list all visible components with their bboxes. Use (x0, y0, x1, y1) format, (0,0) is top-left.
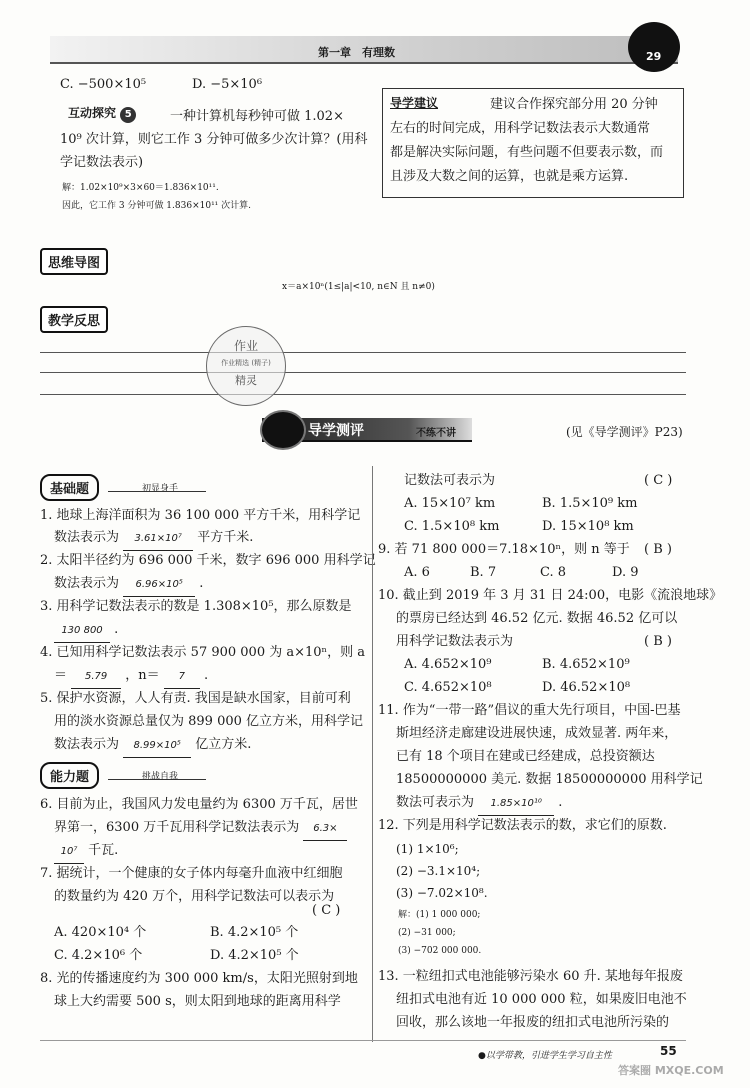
q4-answer-a: 5.79 (71, 666, 121, 689)
q6-text: 界第一，6300 万千瓦用科学记数法表示为 (54, 820, 300, 835)
footer-watermark: 答案圈 MXQE.COM (618, 1064, 724, 1077)
explore-solution-1: 解：1.02×10⁹×3×60＝1.836×10¹¹. (62, 183, 219, 193)
q10-option-c: C. 4.652×10⁸ (404, 680, 492, 695)
q9-option-c: C. 8 (540, 565, 567, 580)
q8-option-c: C. 1.5×10⁸ km (404, 519, 500, 534)
guide-title: 导学建议 (390, 96, 439, 110)
q4-line2 (54, 665, 208, 689)
mind-map-label: 思维导图 (40, 248, 108, 275)
explore-number-badge: 5 (120, 107, 136, 123)
q7-option-d: D. 4.2×10⁵ 个 (210, 948, 299, 963)
practice-title: 导学测评 (308, 423, 364, 439)
q8-option-b: B. 1.5×10⁹ km (542, 496, 638, 511)
stamp (206, 326, 286, 406)
q5-line2: 用的淡水资源总量仅为 899 000 亿立方米，用科学记 (54, 714, 364, 729)
q5-line1: 5. 保护水资源，人人有责. 我国是缺水国家，目前可利 (40, 691, 351, 706)
option-c: C. −500×10⁵ (60, 77, 147, 92)
explore-label (68, 104, 136, 123)
q4-end: . (203, 668, 209, 683)
q5-answer: 8.99×10⁵ (123, 735, 191, 758)
q12-solution-2: (2) −31 000; (398, 928, 456, 938)
q1-line1: 1. 地球上海洋面积为 36 100 000 平方千米，用科学记 (40, 508, 361, 523)
q1-text: 数法表示为 (54, 530, 120, 545)
basic-divider (108, 491, 206, 492)
q1-answer: 3.61×10⁷ (123, 528, 193, 551)
q13-line1: 13. 一粒纽扣式电池能够污染水 60 升. 某地每年报废 (378, 969, 683, 984)
q6-answer-1: 6.3× (303, 818, 347, 841)
column-divider (372, 466, 373, 1042)
stamp-line3: 精灵 (235, 374, 257, 387)
explore-line1: 一种计算机每秒钟可做 1.02× (170, 109, 344, 124)
ability-label-text: 能力题 (50, 770, 90, 785)
q5-line3 (54, 734, 251, 758)
q6-unit: 千瓦. (88, 843, 119, 858)
q10-line2: 的票房已经达到 46.52 亿元. 数据 46.52 亿可以 (396, 611, 678, 626)
q3-end: . (114, 622, 119, 637)
stamp-line2: 作业精选 (精子) (221, 359, 271, 367)
q12-solution-1: 解：(1) 1 000 000; (398, 910, 481, 920)
q6-line3 (54, 840, 118, 864)
page-badge (628, 22, 680, 72)
q8-answer: ( C ) (644, 473, 673, 488)
q10-answer: ( B ) (644, 634, 672, 649)
q7-option-c: C. 4.2×10⁶ 个 (54, 948, 143, 963)
q2-text: 数法表示为 (54, 576, 120, 591)
q7-option-b: B. 4.2×10⁵ 个 (210, 925, 299, 940)
q8-line1: 8. 光的传播速度约为 300 000 km/s，太阳光照射到地 (40, 971, 358, 986)
q2-answer: 6.96×10⁵ (123, 574, 195, 597)
q11-line1: 11. 作为“一带一路”倡议的重大先行项目，中国-巴基 (378, 703, 681, 718)
practice-tag: 不练不讲 (416, 428, 456, 439)
q5-unit: 亿立方米. (195, 737, 252, 752)
reflection-line-1 (40, 352, 686, 353)
basic-label (40, 474, 99, 501)
q9-option-d: D. 9 (612, 565, 639, 580)
q11-line2: 斯坦经济走廊建设进展快速，成效显著. 两年来， (396, 726, 678, 741)
mind-map-formula: x＝a×10ⁿ(1≤|a|<10, n∈N 且 n≠0) (282, 282, 435, 292)
q12-solution-3: (3) −702 000 000. (398, 946, 482, 956)
explore-line2: 10⁹ 次计算，则它工作 3 分钟可做多少次计算？(用科 (60, 132, 368, 147)
footer-slogan: ●以学带教，引进学生学习自主性 (478, 1051, 612, 1061)
q3-answer: 130 800 (54, 620, 110, 643)
q9-option-b: B. 7 (470, 565, 497, 580)
q11-line3: 已有 18 个项目在建或已经建成，总投资额达 (396, 749, 655, 764)
q12-item-1: (1) 1×10⁶; (396, 842, 459, 856)
q11-line4: 18500000000 美元. 数据 18500000000 用科学记 (396, 772, 703, 787)
q8-option-a: A. 15×10⁷ km (404, 496, 496, 511)
q12-item-3: (3) −7.02×10⁸. (396, 886, 488, 900)
q4-eq: ＝ (54, 668, 68, 683)
q3-line2 (54, 619, 118, 643)
q12-line1: 12. 下列是用科学记数法表示的数，求它们的原数. (378, 818, 667, 833)
q6-answer-2: 10⁷ (54, 841, 84, 864)
guide-line3: 都是解决实际问题，有些问题不但要表示数，而 (390, 145, 664, 160)
reflection-line-2 (40, 372, 686, 373)
explore-solution-2: 因此，它工作 3 分钟可做 1.836×10¹¹ 次计算. (62, 201, 252, 211)
q12-item-2: (2) −3.1×10⁴; (396, 864, 481, 878)
reflection-line-3 (40, 394, 686, 395)
q4-mid: ，n＝ (125, 668, 160, 683)
footer-rule (40, 1040, 686, 1041)
q10-option-b: B. 4.652×10⁹ (542, 657, 630, 672)
q13-line3: 回收，那么该地一年报废的纽扣式电池所污染的 (396, 1015, 670, 1030)
q8-option-d: D. 15×10⁸ km (542, 519, 634, 534)
stamp-line1: 作业 (233, 339, 258, 353)
guide-line1: 建议合作探究部分用 20 分钟 (490, 97, 658, 112)
guide-line2: 左右的时间完成，用科学记数法表示大数通常 (390, 121, 651, 136)
q5-text: 数法表示为 (54, 737, 120, 752)
practice-ref: (见《导学测评》P23) (566, 425, 683, 439)
q11-line5 (396, 792, 562, 816)
q8-line2: 球上大约需要 500 s，则太阳到地球的距离用科学 (54, 994, 341, 1009)
ability-label (40, 762, 99, 789)
q8-line3: 记数法可表示为 (404, 473, 496, 488)
q10-option-a: A. 4.652×10⁹ (404, 657, 492, 672)
basic-sub: 初显身手 (142, 484, 179, 494)
q4-answer-n: 7 (164, 666, 200, 689)
q10-line3: 用科学记数法表示为 (396, 634, 514, 649)
explore-label-text: 互动探究 (68, 106, 117, 120)
guide-line4: 且涉及大数之间的运算，也就是乘方运算. (390, 169, 629, 184)
q7-option-a: A. 420×10⁴ 个 (54, 925, 147, 940)
ability-divider (108, 779, 206, 780)
q4-line1: 4. 已知用科学记数法表示 57 900 000 为 a×10ⁿ，则 a (40, 645, 366, 660)
basic-label-text: 基础题 (50, 482, 90, 497)
q13-line2: 纽扣式电池有近 10 000 000 粒，如果废旧电池不 (396, 992, 687, 1007)
q7-answer: ( C ) (312, 903, 341, 918)
q11-end: . (558, 795, 563, 810)
q7-line2: 的数量约为 420 万个，用科学记数法可以表示为 (54, 889, 335, 904)
q6-line2 (54, 817, 347, 841)
page-badge-number: 29 (646, 50, 662, 63)
q2-line1: 2. 太阳半径约为 696 000 千米，数字 696 000 用科学记 (40, 553, 376, 568)
option-d: D. −5×10⁶ (192, 77, 263, 92)
header-chapter: 第一章 有理数 (318, 46, 395, 59)
ability-sub: 挑战自我 (142, 772, 179, 782)
practice-banner-emblem (260, 410, 306, 450)
q11-answer: 1.85×10¹⁰ (478, 793, 554, 816)
footer-page-number: 55 (660, 1044, 677, 1058)
q7-line1: 7. 据统计，一个健康的女子体内每毫升血液中红细胞 (40, 866, 343, 881)
q9-answer: ( B ) (644, 542, 672, 557)
q1-line2 (54, 527, 253, 551)
q9-option-a: A. 6 (404, 565, 430, 580)
explore-line3: 学记数法表示) (60, 155, 144, 170)
reflection-label: 教学反思 (40, 306, 108, 333)
q2-line2 (54, 573, 203, 597)
q10-option-d: D. 46.52×10⁸ (542, 680, 631, 695)
q9-line1: 9. 若 71 800 000＝7.18×10ⁿ，则 n 等于 (378, 542, 630, 557)
q10-line1: 10. 截止到 2019 年 3 月 31 日 24:00，电影《流浪地球》 (378, 588, 723, 603)
q2-end: . (199, 576, 204, 591)
q6-line1: 6. 目前为止，我国风力发电量约为 6300 万千瓦，居世 (40, 797, 358, 812)
q3-line1: 3. 用科学记数法表示的数是 1.308×10⁵，那么原数是 (40, 599, 352, 614)
q11-text: 数法可表示为 (396, 795, 475, 810)
q1-unit: 平方千米. (197, 530, 254, 545)
